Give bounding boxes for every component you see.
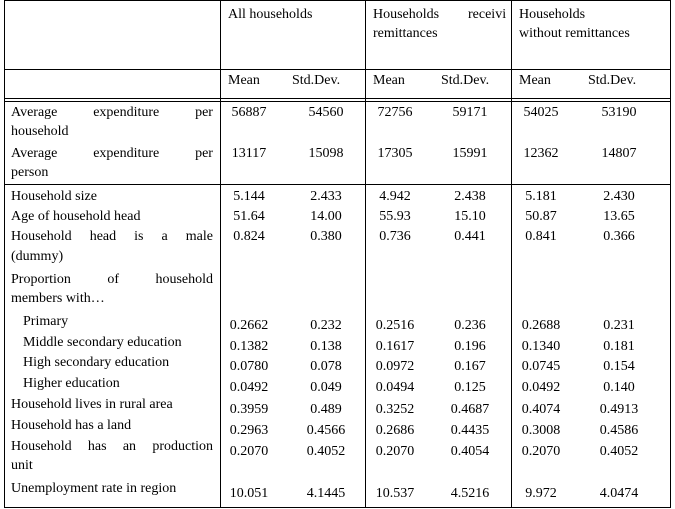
- table-cell: 0.4586: [599, 423, 639, 438]
- row-label-land: Household has a land: [11, 418, 132, 433]
- row-label-avg-exp-household-line1: Average expenditure per: [11, 105, 213, 120]
- row-label-male-head-line1: Household head is a male: [11, 229, 213, 244]
- table-cell: 59171: [452, 105, 488, 120]
- table-cell: 0.4054: [450, 444, 490, 459]
- table-cell: 0.4052: [306, 444, 346, 459]
- rule-bottom: [4, 507, 671, 508]
- table-cell: 0.0494: [375, 380, 415, 395]
- table-cell: 0.181: [603, 339, 635, 354]
- rule-top: [4, 0, 671, 1]
- table-cell: 15098: [308, 146, 344, 161]
- table-cell: 0.3959: [229, 402, 269, 417]
- table-cell: 0.2070: [229, 444, 269, 459]
- row-label-high-secondary: High secondary education: [23, 355, 170, 370]
- table-cell: 2.438: [454, 189, 486, 204]
- stat-header-sd-3: Std.Dev.: [588, 73, 637, 88]
- table-cell: 0.441: [454, 229, 486, 244]
- table-cell: 0.3008: [521, 423, 561, 438]
- table-cell: 0.078: [310, 359, 342, 374]
- group-header-with-word2: receivi: [468, 7, 507, 22]
- table-cell: 2.430: [603, 189, 635, 204]
- table-cell: 0.1340: [521, 339, 561, 354]
- table-cell: 0.0972: [375, 359, 415, 374]
- stat-header-sd-2: Std.Dev.: [441, 73, 490, 88]
- row-label-production-unit-line1: Household has an production: [11, 439, 213, 454]
- table-cell: 0.231: [603, 318, 635, 333]
- table-cell: 0.125: [454, 380, 486, 395]
- row-label-avg-exp-person-line1: Average expenditure per: [11, 146, 213, 161]
- row-label-avg-exp-household-line2: household: [11, 124, 69, 139]
- table-cell: 14.00: [310, 209, 342, 224]
- table-cell: 2.433: [310, 189, 342, 204]
- table-cell: 72756: [377, 105, 413, 120]
- stat-header-sd-1: Std.Dev.: [292, 73, 341, 88]
- table-cell: 4.0474: [599, 486, 639, 501]
- table-cell: 5.144: [233, 189, 265, 204]
- rule-separator-1: [4, 101, 671, 102]
- rule-separator-2: [4, 184, 671, 185]
- table-cell: 54560: [308, 105, 344, 120]
- table-cell: 0.140: [603, 380, 635, 395]
- rule-left: [4, 0, 5, 508]
- table-cell: 0.366: [603, 229, 635, 244]
- row-label-middle-secondary: Middle secondary education: [23, 335, 182, 350]
- table-cell: 4.942: [379, 189, 411, 204]
- table-cell: 0.4566: [306, 423, 346, 438]
- row-label-proportion-line2: members with…: [11, 291, 105, 306]
- table-cell: 0.4913: [599, 402, 639, 417]
- table-cell: 0.489: [310, 402, 342, 417]
- table-cell: 15991: [452, 146, 488, 161]
- rule-right: [670, 0, 671, 508]
- table-cell: 14807: [601, 146, 637, 161]
- table-cell: 0.167: [454, 359, 486, 374]
- table-cell: 4.5216: [450, 486, 490, 501]
- table-cell: 0.3252: [375, 402, 415, 417]
- table-cell: 0.4687: [450, 402, 490, 417]
- table-cell: 0.4052: [599, 444, 639, 459]
- table-cell: 0.049: [310, 380, 342, 395]
- row-label-age-head: Age of household head: [11, 209, 141, 224]
- table-cell: 15.10: [454, 209, 486, 224]
- group-header-with-word1: Households: [373, 7, 440, 22]
- table-cell: 54025: [523, 105, 559, 120]
- table-cell: 51.64: [233, 209, 265, 224]
- table-cell: 0.1382: [229, 339, 269, 354]
- row-label-production-unit-line2: unit: [11, 458, 33, 473]
- stat-header-mean-3: Mean: [519, 73, 551, 88]
- table-cell: 5.181: [525, 189, 557, 204]
- table-cell: 53190: [601, 105, 637, 120]
- table-cell: 0.4074: [521, 402, 561, 417]
- table-cell: 0.841: [525, 229, 557, 244]
- table-cell: 10.537: [375, 486, 415, 501]
- table-cell: 10.051: [229, 486, 269, 501]
- table-cell: 17305: [377, 146, 413, 161]
- table-cell: 0.0780: [229, 359, 269, 374]
- row-label-rural: Household lives in rural area: [11, 397, 173, 412]
- row-label-primary: Primary: [23, 314, 69, 329]
- rule-below-groups: [4, 69, 671, 70]
- table-cell: 50.87: [525, 209, 557, 224]
- group-header-all: All households: [228, 7, 313, 22]
- table-cell: 0.1617: [375, 339, 415, 354]
- rule-below-stats: [4, 98, 671, 99]
- row-label-household-size: Household size: [11, 189, 97, 204]
- table-cell: 0.736: [379, 229, 411, 244]
- group-header-without-remittances-line2: without remittances: [519, 26, 630, 41]
- stat-header-mean-2: Mean: [373, 73, 405, 88]
- table-cell: 9.972: [525, 486, 557, 501]
- table-cell: 0.2963: [229, 423, 269, 438]
- group-header-with-remittances: [373, 5, 511, 25]
- stat-header-mean-1: Mean: [228, 73, 260, 88]
- table-cell: 0.380: [310, 229, 342, 244]
- row-label-male-head-line2: (dummy): [11, 249, 64, 264]
- table-cell: 0.2070: [375, 444, 415, 459]
- group-header-without-remittances: Households: [519, 7, 586, 22]
- table-cell: 0.2516: [375, 318, 415, 333]
- row-label-proportion-line1: Proportion of household: [11, 272, 213, 287]
- table-cell: 56887: [231, 105, 267, 120]
- table-cell: 0.4435: [450, 423, 490, 438]
- table-cell: 4.1445: [306, 486, 346, 501]
- row-label-avg-exp-person-line2: person: [11, 165, 49, 180]
- table-cell: 0.0492: [229, 380, 269, 395]
- table-cell: 0.2686: [375, 423, 415, 438]
- table-cell: 0.2070: [521, 444, 561, 459]
- table-cell: 0.824: [233, 229, 265, 244]
- table-cell: 0.154: [603, 359, 635, 374]
- table-cell: 0.236: [454, 318, 486, 333]
- table-cell: 0.138: [310, 339, 342, 354]
- table-cell: 55.93: [379, 209, 411, 224]
- table-cell: 0.2688: [521, 318, 561, 333]
- table-cell: 13117: [231, 146, 267, 161]
- group-header-with-remittances-line2: remittances: [373, 26, 438, 41]
- table-cell: 0.196: [454, 339, 486, 354]
- table-cell: 0.232: [310, 318, 342, 333]
- table-cell: 0.0745: [521, 359, 561, 374]
- table-cell: 13.65: [603, 209, 635, 224]
- table-cell: 0.2662: [229, 318, 269, 333]
- table-cell: 0.0492: [521, 380, 561, 395]
- table-cell: 12362: [523, 146, 559, 161]
- row-label-higher-education: Higher education: [23, 376, 120, 391]
- row-label-unemployment: Unemployment rate in region: [11, 481, 177, 496]
